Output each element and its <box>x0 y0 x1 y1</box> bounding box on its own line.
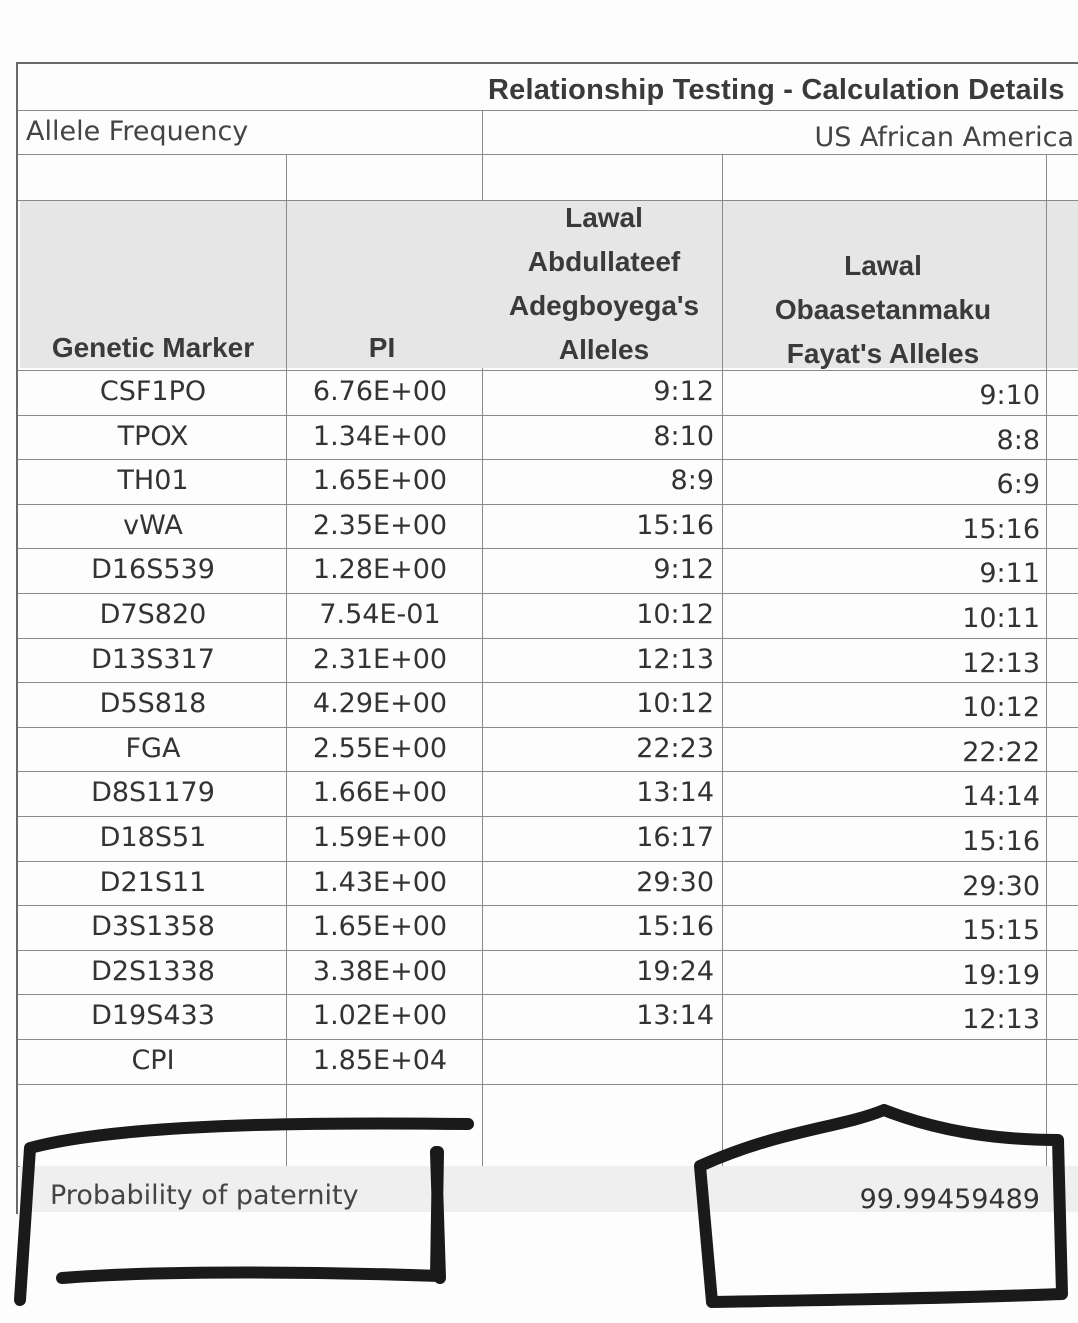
cell-a1: 13:14 <box>636 1000 714 1032</box>
cell-marker: CPI <box>131 1045 175 1076</box>
cell-marker: CSF1PO <box>99 376 207 407</box>
header-person2-line1: Lawal <box>844 250 922 281</box>
cell-a2: 9:11 <box>979 558 1040 590</box>
allele-frequency-label: Allele Frequency <box>26 116 249 147</box>
cell-pi: 7.54E-01 <box>319 599 441 630</box>
cell-marker: D19S433 <box>91 1000 215 1032</box>
cell-pi: 1.59E+00 <box>312 822 448 853</box>
cell-a1: 29:30 <box>636 866 714 898</box>
cell-marker: D5S818 <box>99 688 207 720</box>
cell-a1: 8:10 <box>653 420 714 452</box>
probability-label: Probability of paternity <box>50 1180 359 1211</box>
cell-marker: D3S1358 <box>91 911 215 943</box>
pen-box-left <box>20 1123 468 1300</box>
cell-pi: 2.31E+00 <box>312 643 448 675</box>
cell-a2: 22:22 <box>962 736 1040 768</box>
header-person1-line4: Alleles <box>558 334 650 365</box>
cell-a2: 12:13 <box>962 1004 1040 1036</box>
cell-a1: 16:17 <box>636 822 714 853</box>
cell-marker: FGA <box>125 732 181 764</box>
cell-a2: 8:8 <box>996 424 1040 456</box>
report-title: Relationship Testing - Calculation Details <box>488 74 1065 106</box>
cell-a1: 10:12 <box>636 599 714 630</box>
cell-a1: 15:16 <box>636 911 714 943</box>
cell-a2: 14:14 <box>962 781 1040 813</box>
cell-a1: 8:9 <box>670 465 714 497</box>
cell-a2: 15:16 <box>962 826 1040 857</box>
cell-a2: 6:9 <box>996 469 1040 501</box>
cell-a2: 9:10 <box>979 380 1040 411</box>
cell-pi: 1.02E+00 <box>312 1000 448 1032</box>
cell-a2: 12:13 <box>962 647 1040 679</box>
cell-a1: 22:23 <box>636 732 714 764</box>
cell-pi: 1.65E+00 <box>312 465 448 497</box>
cell-marker: vWA <box>123 509 183 541</box>
cell-pi: 4.29E+00 <box>312 688 448 720</box>
header-person1-line2: Abdullateef <box>527 246 681 277</box>
header-person2-line3: Fayat's Alleles <box>786 338 980 369</box>
cell-marker: TH01 <box>117 465 189 497</box>
cell-pi: 3.38E+00 <box>312 955 448 987</box>
cell-pi: 2.35E+00 <box>312 509 448 541</box>
cell-a2: 10:11 <box>962 603 1040 634</box>
cell-a1: 15:16 <box>636 509 714 541</box>
header-person2-line2: Obaasetanmaku <box>774 294 992 325</box>
cell-marker: D7S820 <box>99 599 207 630</box>
pen-box-right <box>700 1110 1062 1302</box>
cell-a2: 19:19 <box>962 959 1040 991</box>
probability-value: 99.99459489 <box>859 1184 1040 1215</box>
cell-marker: D16S539 <box>91 554 215 586</box>
cell-marker: D21S11 <box>99 866 207 898</box>
cell-a1: 13:14 <box>636 777 714 809</box>
cell-a1: 12:13 <box>636 643 714 675</box>
cell-a1: 9:12 <box>653 554 714 586</box>
cell-marker: D13S317 <box>91 643 215 675</box>
cell-a1: 9:12 <box>653 376 714 407</box>
cell-a1: 19:24 <box>636 955 714 987</box>
cell-a2: 15:16 <box>962 513 1040 545</box>
cell-marker: D2S1338 <box>91 955 215 987</box>
cell-pi: 1.43E+00 <box>312 866 448 898</box>
header-pi: PI <box>368 332 396 363</box>
header-person1-line3: Adegboyega's <box>508 290 700 321</box>
cell-a2: 29:30 <box>962 870 1040 902</box>
cell-pi: 1.34E+00 <box>312 420 448 452</box>
cell-marker: D18S51 <box>99 822 207 853</box>
population-label: US African America <box>814 122 1074 153</box>
cell-a2: 15:15 <box>962 915 1040 947</box>
cell-marker: TPOX <box>117 420 189 452</box>
cell-pi: 6.76E+00 <box>312 376 448 407</box>
cell-pi: 1.85E+04 <box>312 1045 448 1076</box>
cell-a1: 10:12 <box>636 688 714 720</box>
cell-pi: 2.55E+00 <box>312 732 448 764</box>
cell-pi: 1.66E+00 <box>312 777 448 809</box>
header-person1-line1: Lawal <box>565 202 643 233</box>
cell-a2: 10:12 <box>962 692 1040 724</box>
cell-pi: 1.28E+00 <box>312 554 448 586</box>
header-genetic-marker: Genetic Marker <box>51 332 255 363</box>
cell-marker: D8S1179 <box>91 777 215 809</box>
cell-pi: 1.65E+00 <box>312 911 448 943</box>
